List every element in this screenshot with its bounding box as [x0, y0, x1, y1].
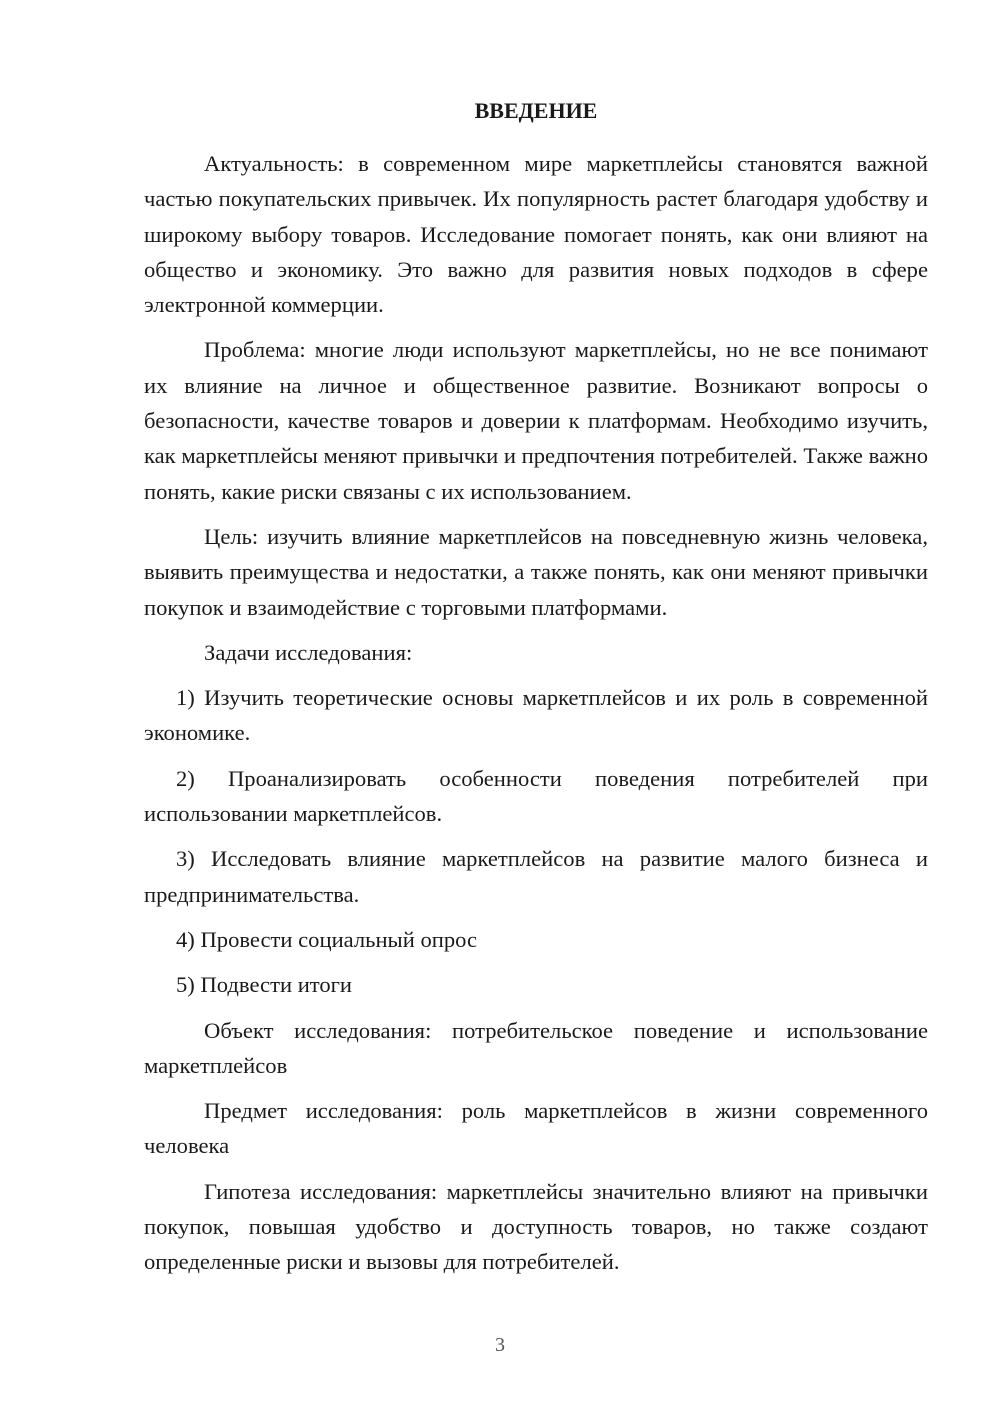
page-title: ВВЕДЕНИЕ	[474, 98, 598, 123]
page-number: 3	[495, 1334, 505, 1356]
task-item-4: 4) Провести социальный опрос	[176, 926, 478, 952]
paragraph-subject: Предмет исследования: роль маркетплейсов в жизни современного человека	[144, 1098, 928, 1159]
task-item-2: 2) Проанализировать особенности поведения потребителей при использовании маркетплейсов.	[144, 765, 928, 827]
paragraph-goal: Цель: изучить влияние маркетплейсов на повседневную жизнь человека, выявить преимущества и недостатки, а также понять, как они меняют привычки покупок и взаимодействие с торговыми платформами.	[144, 523, 928, 620]
task-item-3: 3) Исследовать влияние маркетплейсов на развитие малого бизнеса и предпринимательства.	[144, 846, 928, 907]
page-content	[144, 96, 928, 1290]
tasks-heading: Задачи исследования:	[204, 639, 413, 665]
paragraph-relevance: Актуальность: в современном мире маркетплейсы становятся важной частью покупательских привычек. Их популярность растет благодаря удобству и широкому выбору товаров. Исследование помогает понять, как они влияют на общество и экономику. Это важно для развития новых подходов в сфере электронной коммерции.	[144, 151, 928, 318]
task-item-1: 1) Изучить теоретические основы маркетплейсов и их роль в современной экономике.	[144, 685, 928, 746]
paragraph-hypothesis: Гипотеза исследования: маркетплейсы значительно влияют на привычки покупок, повышая удобство и доступность товаров, но также создают определенные риски и вызовы для потребителей.	[144, 1178, 928, 1275]
task-item-5: 5) Подвести итоги	[176, 972, 353, 998]
paragraph-object: Объект исследования: потребительское поведение и использование маркетплейсов	[144, 1017, 928, 1078]
paragraph-problem: Проблема: многие люди используют маркетплейсы, но не все понимают их влияние на личное и общественное развитие. Возникают вопросы о безопасности, качестве товаров и доверии к платформам. Необходимо изучить, как маркетплейсы меняют привычки и предпочтения потребителей. Также важно понять, какие риски связаны с их использованием.	[144, 337, 928, 504]
